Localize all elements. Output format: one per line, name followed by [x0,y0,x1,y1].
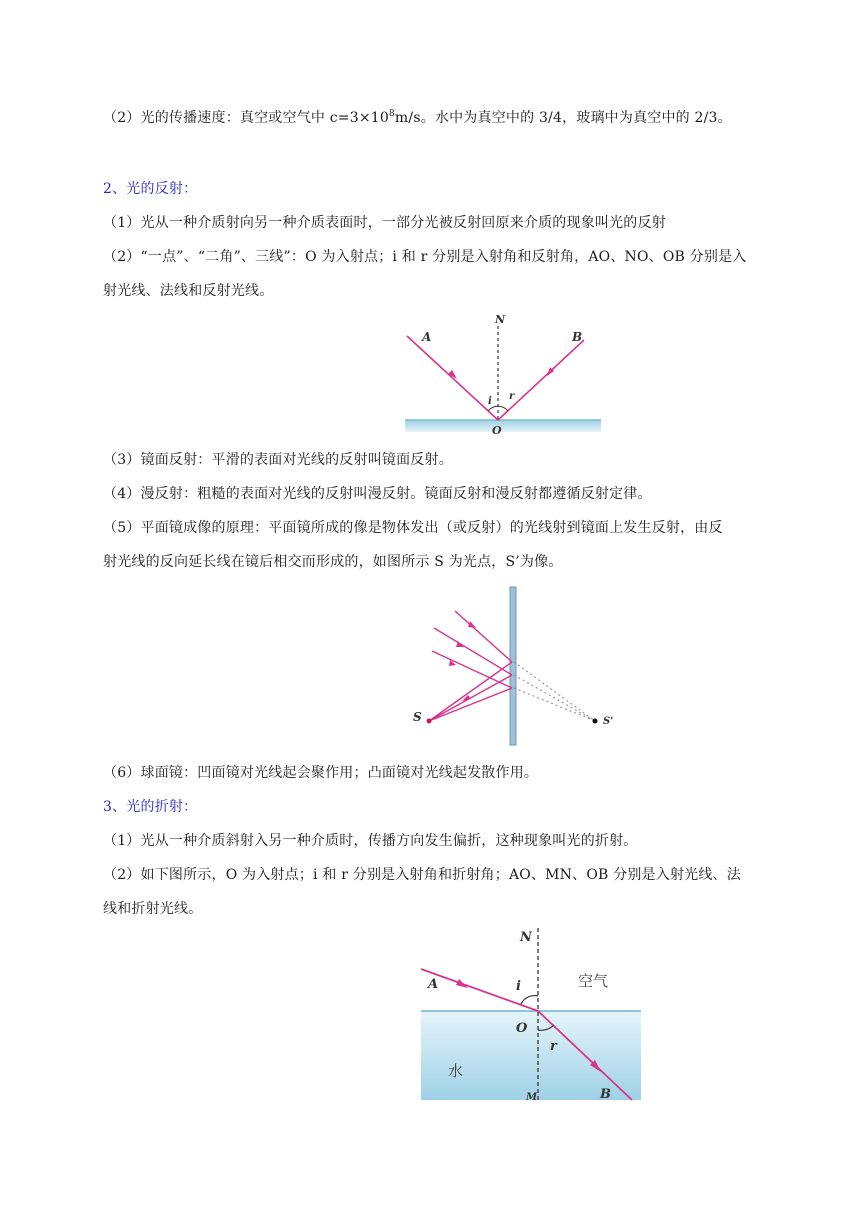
label-a-2: A [428,977,439,992]
label-n: N [495,313,506,326]
label-a: A [422,330,432,344]
incident-ray [407,336,498,420]
refraction-definition: （1）光从一种介质斜射入另一种介质时，传播方向发生偏折，这种现象叫光的折射。 [103,833,638,849]
label-s-prime: S' [603,716,614,727]
plane-mirror-line2: 射光线的反向延长线在镜后相交而形成的，如图所示 S 为光点，S’为像。 [103,554,563,570]
plane-mirror-line1: （5）平面镜成像的原理：平面镜所成的像是物体发出（或反射）的光线射到镜面上发生反射，由反 [103,520,723,536]
label-water: 水 [448,1062,464,1080]
refraction-terms-line2: 线和折射光线。 [103,901,203,917]
reflection-terms-line1: （2）“一点”、“二角”、三线”：O 为入射点；i 和 r 分别是入射角和反射角，AO、NO、OB 分别是入 [103,249,747,265]
speed-text-prefix: （2）光的传播速度：真空或空气中 c=3×10 [103,110,389,126]
reflection-diagram [402,310,602,435]
label-i: i [488,396,492,407]
specular-reflection: （3）镜面反射：平滑的表面对光线的反射叫镜面反射。 [103,452,453,468]
section-2-heading: 2、光的反射： [103,181,198,197]
refraction-terms-line1: （2）如下图所示，O 为入射点；i 和 r 分别是入射角和折射角；AO、MN、OB 分别是入射光线、法 [103,867,741,883]
angle-i-arc [521,996,538,1004]
refraction-diagram [418,926,648,1102]
diffuse-reflection: （4）漫反射：粗糙的表面对光线的反射叫漫反射。镜面反射和漫反射都遵循反射定律。 [103,486,652,502]
mirror [510,587,516,745]
label-n-2: N [520,930,532,945]
label-b-2: B [600,1087,611,1102]
label-o-2: O [516,1021,528,1036]
speed-text-suffix: m/s。水中为真空中的 3/4，玻璃中为真空中的 2/3。 [394,110,732,126]
label-s: S [413,710,422,724]
section-3-heading: 3、光的折射： [103,799,198,815]
label-m: M [526,1092,538,1103]
reflection-surface [405,420,601,432]
label-r: r [509,391,515,402]
incident-arrow-icon-2 [456,979,468,988]
label-i-2: i [516,979,521,994]
image-point [593,719,598,724]
label-o: O [492,424,502,437]
label-air: 空气 [578,972,609,990]
reflected-ray [498,340,584,420]
reflection-definition: （1）光从一种介质射向另一种介质表面时，一部分光被反射回原来介质的现象叫光的反射 [103,215,666,231]
label-r-2: r [550,1039,557,1054]
speed-paragraph [103,109,732,127]
speed-exponent: 8 [388,109,395,119]
plane-mirror-diagram [410,587,620,747]
spherical-mirror: （6）球面镜：凹面镜对光线起会聚作用；凸面镜对光线起发散作用。 [103,765,539,781]
light-source-point [427,719,432,724]
label-b: B [572,330,583,344]
reflection-terms-line2: 射光线、法线和反射光线。 [103,283,274,299]
